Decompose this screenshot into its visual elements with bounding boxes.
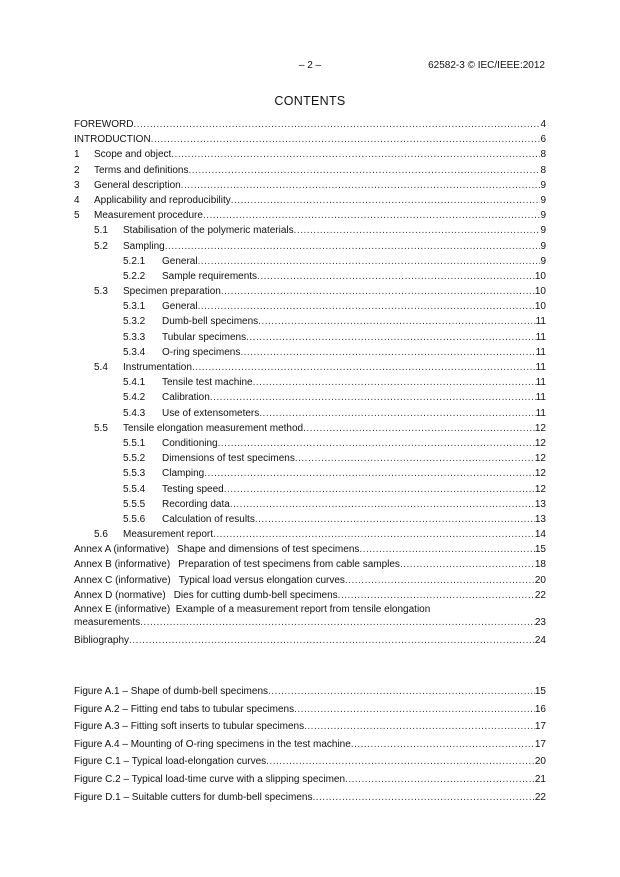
leader-dots (198, 254, 541, 269)
toc-entry-label: O-ring specimens (162, 346, 241, 358)
leader-dots (204, 466, 535, 481)
toc-entry-label: Clamping (162, 468, 205, 480)
leader-dots (400, 557, 535, 572)
toc-entry-label: Typical load versus elongation curves (178, 574, 345, 586)
toc-entry-page: 12 (534, 422, 546, 434)
toc-entry-number: 5.1 (94, 225, 108, 237)
toc-entry[interactable] (74, 436, 546, 451)
leader-dots (231, 193, 541, 208)
toc-entry[interactable] (74, 299, 546, 314)
toc-entry-page: 6 (540, 134, 546, 146)
toc-entry-number: Annex E (informative) (74, 604, 171, 615)
figure-entry-page: 17 (534, 738, 546, 750)
figure-entry[interactable] (74, 739, 546, 757)
leader-dots (133, 117, 540, 132)
leader-dots (345, 573, 535, 588)
toc-entry-number: 5.3.1 (123, 301, 146, 313)
toc-entry[interactable] (74, 239, 546, 254)
toc-entry-page: 11 (535, 392, 546, 404)
toc-entry-label: Sampling (123, 240, 165, 252)
toc-entry-label: Testing speed (162, 483, 224, 495)
toc-entry[interactable] (74, 269, 546, 284)
figure-entry-label: Figure C.2 – Typical load-time curve with a slipping specimen (74, 773, 346, 785)
toc-entry-page: 9 (540, 255, 546, 267)
toc-entry[interactable] (74, 314, 546, 329)
toc-entry-page: 18 (534, 559, 546, 571)
leader-dots (351, 739, 535, 750)
toc-entry-annex[interactable] (74, 573, 546, 588)
toc-entry[interactable] (74, 466, 546, 481)
leader-dots (240, 345, 535, 360)
toc-entry-label: FOREWORD (74, 119, 134, 130)
toc-entry-label: General (162, 255, 198, 267)
toc-entry-label: Example of a measurement report from tensile elongation (175, 604, 431, 615)
toc-entry-number: 5.3.2 (123, 316, 146, 328)
toc-entry-number: 5.6 (94, 529, 108, 541)
toc-entry[interactable] (74, 147, 546, 162)
leader-dots (165, 239, 541, 254)
toc-entry-page: 11 (535, 377, 546, 389)
toc-entry-number: 5.3.3 (123, 331, 146, 343)
toc-title: CONTENTS (274, 94, 346, 108)
figure-entry-page: 15 (534, 686, 546, 697)
leader-dots (253, 375, 536, 390)
leader-dots (224, 482, 535, 497)
toc-entry-annex[interactable] (74, 542, 546, 557)
toc-entry[interactable] (74, 163, 546, 178)
toc-entry-page: 12 (534, 453, 546, 465)
leader-dots (268, 686, 535, 697)
toc-entry-page: 23 (534, 617, 546, 628)
figure-entry-page: 22 (534, 791, 546, 803)
toc-entry[interactable] (74, 284, 546, 299)
figure-entry-label: Figure A.4 – Mounting of O-ring specimens in the test machine (74, 738, 351, 750)
document-reference: 62582-3 © IEC/IEEE:2012 (428, 60, 545, 71)
toc-entry-page: 13 (534, 513, 546, 525)
toc-entry-number: 5.4.1 (123, 377, 146, 389)
toc-entry-number: 1 (74, 149, 80, 161)
toc-entry[interactable] (74, 223, 546, 238)
leader-dots (304, 721, 535, 732)
toc-entry-number: 5.2.1 (123, 255, 146, 267)
toc-entry-label: Recording data (162, 498, 230, 510)
figure-entry-page: 20 (534, 756, 546, 768)
leader-dots (294, 704, 535, 715)
toc-entry[interactable] (74, 497, 546, 512)
figure-entry[interactable] (74, 756, 546, 774)
toc-entry-annex[interactable] (74, 588, 546, 603)
toc-entry-bibliography[interactable] (74, 633, 546, 648)
toc-entry-number: 5.3.4 (123, 346, 146, 358)
leader-dots (255, 512, 535, 527)
toc-entry-annex-e[interactable] (74, 603, 546, 630)
toc-entry-number: Annex D (normative) (74, 589, 166, 601)
toc-entry-number: 5.4.3 (123, 407, 146, 419)
toc-entry-number: 5.4.2 (123, 392, 146, 404)
leader-dots (189, 163, 541, 178)
leader-dots (257, 269, 535, 284)
leader-dots (218, 436, 535, 451)
figure-entry-label: Figure A.1 – Shape of dumb-bell specimens (74, 686, 268, 697)
toc-entry[interactable] (74, 178, 546, 193)
toc-entry[interactable] (74, 451, 546, 466)
figure-entry[interactable] (74, 721, 546, 739)
toc-entry-label: Dumb-bell specimens (162, 316, 259, 328)
toc-entry-number: 2 (74, 164, 80, 176)
toc-entry-number: Annex B (informative) (74, 559, 171, 571)
toc-entry-number: 5.2.2 (123, 270, 146, 282)
leader-dots (181, 178, 541, 193)
leader-dots (203, 208, 540, 223)
toc-entry-label: Stabilisation of the polymeric materials (123, 225, 294, 237)
toc-entry-number: 5.3 (94, 286, 108, 298)
toc-entry-page: 10 (534, 286, 546, 298)
toc-entry-label: Sample requirements (162, 270, 258, 282)
figure-entry-label: Figure C.1 – Typical load-elongation curves (74, 756, 267, 768)
toc-entry-label: Shape and dimensions of test specimens (177, 544, 360, 556)
toc-entry-label: Dimensions of test specimens (162, 453, 295, 465)
page-number: – 2 – (298, 60, 322, 71)
toc-entry-number: 5.5 (94, 422, 108, 434)
toc-entry-page: 9 (540, 194, 546, 206)
toc-entry-number: 5.2 (94, 240, 108, 252)
toc-entry-label: Preparation of test specimens from cable samples (178, 559, 400, 571)
leader-dots (198, 299, 535, 314)
figure-entry-page: 21 (534, 773, 546, 785)
toc-entry[interactable] (74, 527, 546, 542)
toc-entry-page: 12 (534, 468, 546, 480)
figure-entry-label: Figure A.2 – Fitting end tabs to tubular specimens (74, 703, 295, 715)
toc-entry[interactable] (74, 208, 546, 223)
toc-entry[interactable] (74, 330, 546, 345)
toc-entry-page: 9 (540, 240, 546, 252)
toc-entry-number: 3 (74, 179, 80, 191)
toc-entry-page: 9 (540, 225, 546, 237)
list-of-figures (74, 686, 546, 809)
toc-entry-label: Dies for cutting dumb-bell specimens (173, 589, 338, 601)
toc-entry-number: 5.5.6 (123, 513, 146, 525)
toc-entry-page: 8 (540, 164, 546, 176)
toc-entry-label: INTRODUCTION (74, 134, 151, 146)
leader-dots (151, 132, 541, 147)
toc-entry[interactable] (74, 132, 546, 147)
toc-entry-label: Specimen preparation (123, 286, 221, 298)
toc-entry-label: Measurement procedure (94, 210, 203, 222)
toc-entry-page: 12 (534, 437, 546, 449)
toc-entry-number: 5.5.5 (123, 498, 146, 510)
toc-entry-label: Measurement report (123, 529, 214, 541)
toc-entry-number: 5.5.4 (123, 483, 146, 495)
toc-entry-number: Annex A (informative) (74, 544, 170, 556)
toc-entry-label: General (162, 301, 198, 313)
leader-dots (294, 223, 541, 238)
toc-entry-page: 12 (534, 483, 546, 495)
toc-entry-number: 5 (74, 210, 80, 222)
toc-entry-page: 11 (535, 346, 546, 358)
leader-dots (230, 497, 535, 512)
toc-entry[interactable] (74, 421, 546, 436)
figure-entry-label: Figure A.3 – Fitting soft inserts to tubular specimens (74, 721, 305, 733)
toc-entry-label: General description (94, 179, 181, 191)
toc-entry-number: Annex C (informative) (74, 574, 171, 586)
toc-entry[interactable] (74, 375, 546, 390)
toc-entry-label: Scope and object (94, 149, 172, 161)
toc-entry-page: 14 (534, 529, 546, 541)
leader-dots (345, 774, 535, 785)
toc-entry-label: Terms and definitions (94, 164, 189, 176)
leader-dots (140, 616, 535, 629)
toc-entry-page: 11 (535, 362, 546, 373)
leader-dots (246, 330, 535, 345)
toc-entry-page: 11 (535, 316, 546, 328)
toc-entry-label: Tensile test machine (162, 377, 253, 389)
toc-entry[interactable] (74, 117, 546, 132)
toc-entry[interactable] (74, 254, 546, 269)
toc-entry[interactable] (74, 360, 546, 375)
toc-entry-page: 4 (540, 119, 546, 130)
toc-entry-page: 15 (534, 544, 546, 556)
toc-entry-label: Conditioning (162, 437, 218, 449)
toc-entry-page: 22 (534, 589, 546, 601)
table-of-contents (74, 117, 546, 648)
toc-entry-label: Use of extensometers (162, 407, 260, 419)
leader-dots (210, 390, 536, 405)
leader-dots (295, 451, 535, 466)
toc-entry-label-continued: measurements (74, 617, 141, 628)
toc-entry-label: Tubular specimens (162, 331, 247, 343)
toc-entry-annex[interactable] (74, 557, 546, 572)
toc-entry-number: 5.5.3 (123, 468, 146, 480)
leader-dots (259, 406, 535, 421)
toc-entry[interactable] (74, 345, 546, 360)
figure-entry[interactable] (74, 774, 546, 792)
leader-dots (129, 633, 535, 648)
toc-entry-label: Tensile elongation measurement method (123, 422, 304, 434)
figure-entry[interactable] (74, 686, 546, 704)
toc-entry-page: 9 (540, 210, 546, 222)
toc-entry-number: 5.5.2 (123, 453, 146, 465)
leader-dots (221, 284, 535, 299)
toc-entry-page: 20 (534, 574, 546, 586)
toc-entry-page: 10 (534, 270, 546, 282)
toc-entry-page: 8 (540, 149, 546, 161)
toc-entry[interactable] (74, 406, 546, 421)
toc-entry[interactable] (74, 193, 546, 208)
toc-entry-page: 24 (534, 635, 546, 646)
toc-entry-label: Instrumentation (123, 362, 192, 373)
toc-entry-label: Applicability and reproducibility (94, 194, 231, 206)
toc-entry-page: 11 (535, 331, 546, 343)
toc-entry-page: 9 (540, 179, 546, 191)
toc-entry-page: 11 (535, 407, 546, 419)
toc-entry-number: 4 (74, 194, 80, 206)
leader-dots (171, 147, 540, 162)
leader-dots (266, 756, 535, 767)
figure-entry-label: Figure D.1 – Suitable cutters for dumb-bell specimens (74, 791, 313, 803)
figure-entry-page: 16 (534, 703, 546, 715)
leader-dots (359, 542, 534, 557)
toc-entry-label: Calibration (162, 392, 210, 404)
toc-entry[interactable] (74, 512, 546, 527)
figure-entry-page: 17 (534, 721, 546, 733)
toc-entry-page: 13 (534, 498, 546, 510)
leader-dots (312, 792, 534, 803)
toc-entry-page: 10 (534, 301, 546, 313)
toc-entry-label: Calculation of results (162, 513, 255, 525)
figure-entry[interactable] (74, 704, 546, 722)
leader-dots (338, 588, 535, 603)
toc-entry-label: Bibliography (74, 635, 130, 646)
leader-dots (213, 527, 535, 542)
toc-entry[interactable] (74, 390, 546, 405)
figure-entry[interactable] (74, 792, 546, 810)
leader-dots (258, 314, 535, 329)
toc-entry-number: 5.4 (94, 362, 108, 373)
leader-dots (303, 421, 535, 436)
leader-dots (192, 360, 536, 375)
toc-entry-number: 5.5.1 (123, 437, 146, 449)
toc-entry[interactable] (74, 482, 546, 497)
